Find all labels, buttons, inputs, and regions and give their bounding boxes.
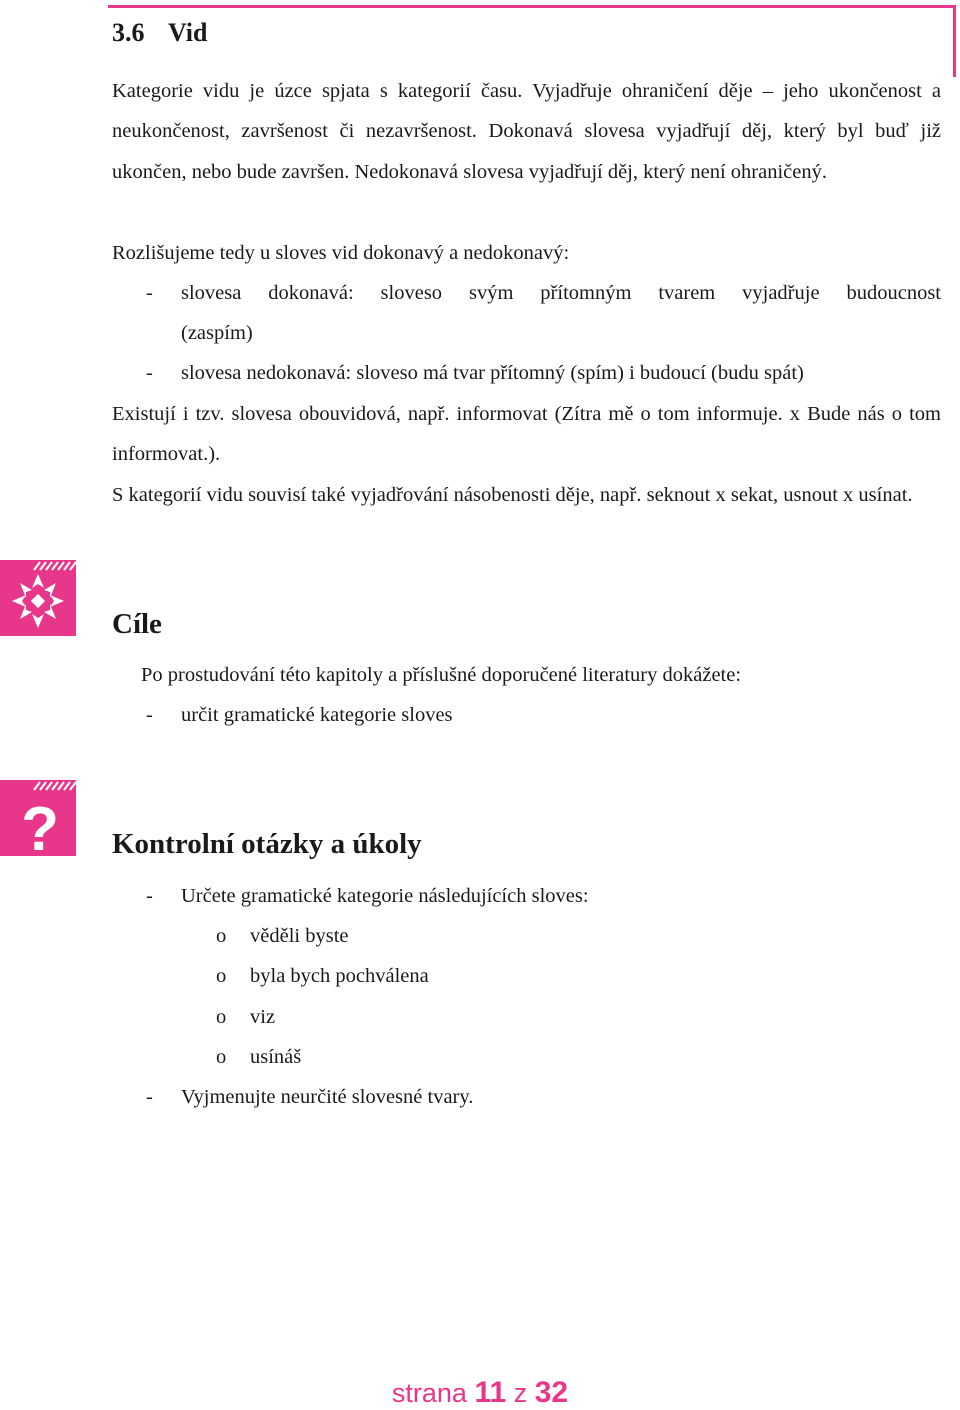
sub-bullet: o xyxy=(216,1006,227,1028)
question-item: Vyjmenujte neurčité slovesné tvary. xyxy=(181,1086,474,1108)
biaspectual-paragraph: Existují i tzv. slovesa obouvidová, např. informovat (Zítra mě o tom informuje. x Bude nás o tom informovat.). xyxy=(112,403,941,466)
list-dash: - xyxy=(146,1086,153,1108)
current-page-number: 11 xyxy=(474,1376,507,1409)
goals-lead: Po prostudování této kapitoly a příslušné doporučené literatury dokážete: xyxy=(141,664,742,686)
section-heading xyxy=(112,18,208,48)
question-item: Určete gramatické kategorie následujících sloves: xyxy=(181,885,589,907)
list-item-perfective-example: (zaspím) xyxy=(181,322,253,344)
sub-item: viz xyxy=(250,1006,276,1028)
iterativity-paragraph: S kategorií vidu souvisí také vyjadřování násobenosti děje, např. seknout x sekat, usnout x usínat. xyxy=(112,484,913,506)
sub-bullet: o xyxy=(216,925,227,947)
intro-paragraph: Kategorie vidu je úzce spjata s kategorií času. Vyjadřuje ohraničení děje – jeho ukončenost a neukončenost, završenost či nezavršenost. Dokonavá slovesa vyjadřují děj, který byl buď již ukončen, nebo bude završen. Nedokonavá slovesa vyjadřují děj, který není ohraničený. xyxy=(112,80,941,183)
questions-heading: Kontrolní otázky a úkoly xyxy=(112,828,422,860)
list-item-imperfective: slovesa nedokonavá: sloveso má tvar přítomný (spím) i budoucí (budu spát) xyxy=(181,362,804,384)
footer-separator: z xyxy=(513,1378,528,1408)
sub-item: byla bych pochválena xyxy=(250,965,429,987)
frame-top-rule xyxy=(108,5,956,8)
intro-lead: Rozlišujeme tedy u sloves vid dokonavý a nedokonavý: xyxy=(112,242,570,264)
frame-right-rule xyxy=(953,5,956,77)
sub-item: usínáš xyxy=(250,1046,302,1068)
snowflake-icon xyxy=(0,560,76,636)
section-title: Vid xyxy=(168,18,208,47)
list-dash: - xyxy=(146,362,153,384)
sub-bullet: o xyxy=(216,965,227,987)
sub-bullet: o xyxy=(216,1046,227,1068)
svg-text:?: ? xyxy=(21,795,59,856)
list-dash: - xyxy=(146,885,153,907)
goals-heading: Cíle xyxy=(112,608,162,640)
goal-item: určit gramatické kategorie sloves xyxy=(181,704,453,726)
footer-prefix: strana xyxy=(391,1378,467,1408)
list-dash: - xyxy=(146,704,153,726)
sub-item: věděli byste xyxy=(250,925,349,947)
page-footer xyxy=(0,1376,960,1410)
list-item-perfective: slovesa dokonavá: sloveso svým přítomným tvarem vyjadřuje budoucnost xyxy=(181,282,941,304)
section-number: 3.6 xyxy=(112,18,145,47)
question-mark-icon xyxy=(0,780,76,856)
total-page-number: 32 xyxy=(534,1376,569,1409)
list-dash: - xyxy=(146,282,153,304)
